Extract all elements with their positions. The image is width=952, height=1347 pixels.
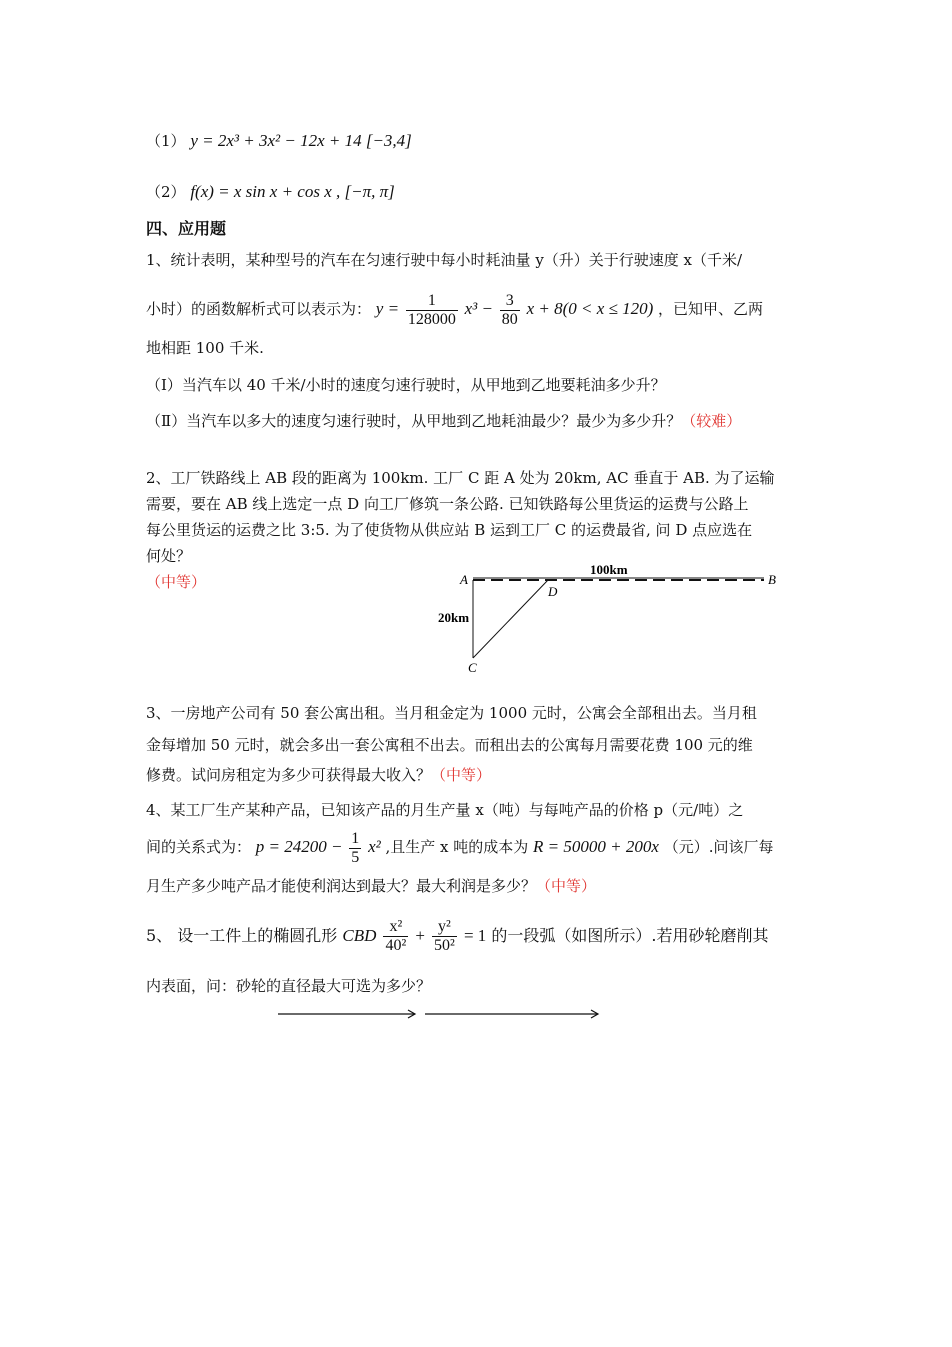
problem-4-line-3-text: 月生产多少吨产品才能使利润达到最大？最大利润是多少？: [146, 877, 537, 895]
distance-ab-label: 100km: [590, 562, 628, 577]
item-1: [146, 131, 412, 151]
difficulty-label: （中等）: [146, 573, 207, 591]
problem-1-line-2: [146, 287, 763, 331]
point-d-label: D: [548, 584, 558, 599]
arrow-fragment: [270, 1004, 610, 1024]
point-b-label: B: [768, 572, 776, 587]
difficulty-label: （中等）: [536, 877, 597, 895]
problem-4-mid: ,且生产 x 吨的成本为: [385, 838, 529, 856]
price-term: x²: [368, 837, 381, 856]
ellipse-fraction-y-numerator: y²: [432, 918, 457, 937]
problem-4-line-2: [146, 825, 773, 869]
problem-1-y: y =: [375, 299, 400, 318]
cost-formula: R = 50000 + 200x: [533, 837, 659, 856]
problem-4-line-3: [146, 876, 596, 896]
point-a-label: A: [460, 572, 468, 587]
distance-ac-label: 20km: [438, 610, 470, 625]
ellipse-plus: +: [415, 926, 425, 945]
problem-4-line-1: 4、某工厂生产某种产品，已知该产品的月生产量 x（吨）与每吨产品的价格 p（元/吨）之: [146, 801, 744, 819]
problem-5-tail: 的一段弧（如图所示）.若用砂轮磨削其: [491, 926, 769, 945]
item-2-label: （2）: [146, 183, 186, 201]
problem-1-intro: 小时）的函数解析式可以表示为：: [146, 300, 372, 318]
problem-2-line-2: 需要，要在 AB 线上选定一点 D 向工厂修筑一条公路. 已知铁路每公里货运的运费与公路上: [146, 495, 749, 513]
problem-4-intro: 间的关系式为：: [146, 838, 252, 856]
problem-1-line-1: 1、统计表明，某种型号的汽车在匀速行驶中每小时耗油量 y（升）关于行驶速度 x（千米/: [146, 251, 743, 269]
problem-1-sub-1: （Ⅰ）当汽车以 40 千米/小时的速度匀速行驶时，从甲地到乙地要耗油多少升？: [146, 376, 666, 394]
problem-1-intro-tail: ，已知甲、乙两: [658, 300, 764, 318]
item-1-label: （1）: [146, 132, 186, 150]
ellipse-fraction-x-denominator: 40²: [385, 937, 407, 954]
problem-1-line-3: 地相距 100 千米.: [146, 339, 264, 357]
problem-5-line-1: [146, 912, 768, 960]
fraction-2-numerator: 3: [500, 292, 520, 311]
price-fraction: [349, 830, 361, 867]
problem-1-term-1: x³ −: [464, 299, 494, 318]
ellipse-fraction-x-numerator: x²: [383, 918, 408, 937]
problem-1-fraction-1: [406, 292, 458, 329]
price-fraction-numerator: 1: [351, 829, 360, 847]
problem-3-line-3: [146, 765, 491, 785]
problem-1-term-2: x + 8(0 < x ≤ 120): [526, 299, 654, 318]
problem-3-line-1: 3、一房地产公司有 50 套公寓出租。当月租金定为 1000 元时，公寓会全部租出去。当月租: [146, 704, 757, 722]
problem-2-line-3: 每公里货运的运费之比 3:5. 为了使货物从供应站 B 运到工厂 C 的运费最省, 问 D 点应选在: [146, 521, 753, 539]
problem-3-line-3-text: 修费。试问房租定为多少可获得最大收入？: [146, 766, 432, 784]
item-2-formula: f(x) = x sin x + cos x , [−π, π]: [190, 182, 395, 201]
item-2: [146, 182, 395, 202]
problem-2-line-1: 2、工厂铁路线上 AB 段的距离为 100km. 工厂 C 距 A 处为 20km, AC 垂直于 AB. 为了运输: [146, 469, 775, 487]
problem-1-fraction-2: [500, 292, 520, 329]
difficulty-label: （中等）: [431, 766, 492, 784]
problem-5-line-2: 内表面，问：砂轮的直径最大可选为多少？: [146, 977, 432, 995]
fraction-1-denominator: 128000: [407, 310, 456, 328]
ellipse-equals: = 1: [463, 926, 487, 945]
section-title: 四、应用题: [146, 219, 227, 238]
railway-diagram: [430, 560, 790, 680]
problem-3-line-2: 金每增加 50 元时，就会多出一套公寓租不出去。而租出去的公寓每月需要花费 100 元的维: [146, 736, 753, 754]
price-formula: p = 24200 −: [255, 837, 343, 856]
problem-1-sub-2: [146, 411, 741, 431]
point-c-label: C: [468, 660, 477, 675]
item-1-formula: y = 2x³ + 3x² − 12x + 14 [−3,4]: [190, 131, 412, 150]
ellipse-name: CBD: [342, 926, 377, 945]
problem-5-intro: 5、 设一工件上的椭圆孔形: [146, 926, 338, 945]
difficulty-label: （较难）: [681, 412, 742, 430]
ellipse-fraction-y: [432, 918, 457, 955]
fraction-2-denominator: 80: [501, 310, 518, 328]
ellipse-fraction-x: [383, 918, 408, 955]
price-fraction-denominator: 5: [351, 848, 360, 866]
problem-2-line-4: 何处？: [146, 547, 192, 565]
fraction-1-numerator: 1: [406, 292, 458, 311]
ellipse-fraction-y-denominator: 50²: [434, 937, 455, 954]
segment-cd: [473, 580, 548, 658]
problem-1-sub-2-text: （Ⅱ）当汽车以多大的速度匀速行驶时，从甲地到乙地耗油最少？最少为多少升？: [146, 412, 682, 430]
problem-4-tail: （元）.问该厂每: [663, 838, 774, 856]
